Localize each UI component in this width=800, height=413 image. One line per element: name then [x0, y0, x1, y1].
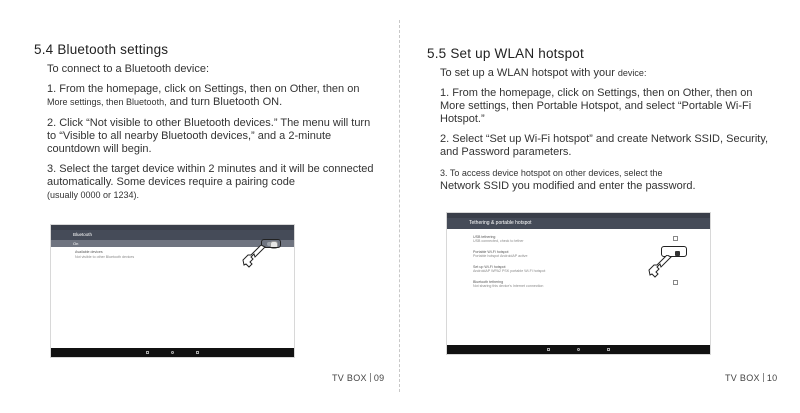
section-intro: [440, 67, 646, 79]
navigation-bar: [51, 348, 294, 357]
footer-label: TV BOX: [725, 373, 760, 383]
usb-tethering-title: USB tethering: [473, 235, 496, 239]
bt-tethering-sub: Not sharing this device's Internet connection: [473, 284, 544, 288]
portable-hotspot-title: Portable Wi-Fi hotspot: [473, 250, 509, 254]
nav-back-icon: [146, 351, 149, 354]
pointing-hand-icon: [647, 255, 675, 279]
page-number: 09: [373, 373, 385, 383]
navigation-bar: [447, 345, 710, 354]
hotspot-screenshot: [446, 212, 711, 355]
step-3-small-text: (usually 0000 or 1234).: [47, 190, 140, 200]
app-bar: [51, 230, 294, 240]
section-heading: 5.5 Set up WLAN hotspot: [427, 46, 584, 61]
setup-hotspot-title: Set up Wi-Fi hotspot: [473, 265, 506, 269]
step-3-text: Network SSID you modified and enter the password.: [440, 180, 696, 192]
nav-home-icon: [577, 348, 580, 351]
page-footer: [725, 373, 777, 383]
nav-back-icon: [547, 348, 550, 351]
nav-recent-icon: [196, 351, 199, 354]
app-bar: [447, 218, 710, 229]
app-title: Bluetooth: [73, 232, 93, 237]
intro-small-text: device:: [617, 68, 647, 78]
step-3: [47, 163, 377, 202]
usb-tethering-sub: USB connected, check to tether: [473, 239, 524, 243]
section-intro: To connect to a Bluetooth device:: [47, 63, 210, 75]
nav-home-icon: [171, 351, 174, 354]
portable-hotspot-sub: Portable hotspot AndroidAP active: [473, 254, 528, 258]
app-title: Tethering & portable hotspot: [469, 220, 532, 226]
pointing-hand-icon: [241, 245, 269, 269]
step-3-text: 3. Select the target device within 2 minutes and it will be connected automatically. Some devices require a pairing code: [47, 163, 374, 188]
intro-text: To set up a WLAN hotspot with your: [440, 67, 618, 79]
on-label: On: [73, 241, 79, 246]
section-heading: 5.4 Bluetooth settings: [34, 42, 169, 57]
step-2: 2. Click “Not visible to other Bluetooth devices.” The menu will turn to “Visible to all nearby Bluetooth devices,” and a 2-minute countdown will begin.: [47, 117, 371, 155]
available-devices-label: Available devices: [75, 250, 103, 254]
page-number: 10: [766, 373, 778, 383]
footer-label: TV BOX: [332, 373, 367, 383]
step-3: [440, 167, 780, 193]
step-1-small-text: More settings, then Bluetooth,: [47, 97, 167, 107]
bluetooth-screenshot: [50, 224, 295, 358]
bt-checkbox: [673, 280, 678, 285]
visibility-label: Not visible to other Bluetooth devices: [75, 255, 135, 259]
step-1: 1. From the homepage, click on Settings, then on Other, then on More settings, then Portable Hotspot, and select “Portable Wi-Fi Hotspot.”: [440, 87, 753, 125]
step-3-small-text: 3. To access device hotspot on other devices, select the: [440, 168, 663, 178]
setup-hotspot-sub: AndroidAP WPA2 PSK portable Wi-Fi hotspot: [473, 269, 546, 273]
usb-checkbox: [673, 236, 678, 241]
step-1: [47, 83, 377, 109]
page-footer: [332, 373, 384, 383]
step-2: 2. Select “Set up Wi-Fi hotspot” and create Network SSID, Security, and Password parameters.: [440, 133, 769, 158]
page-10: [400, 0, 800, 413]
nav-recent-icon: [607, 348, 610, 351]
bt-tethering-title: Bluetooth tethering: [473, 280, 504, 284]
step-1-text: 1. From the homepage, click on Settings, then on Other, then on: [47, 83, 360, 95]
step-1-end-text: and turn Bluetooth ON.: [166, 96, 283, 108]
